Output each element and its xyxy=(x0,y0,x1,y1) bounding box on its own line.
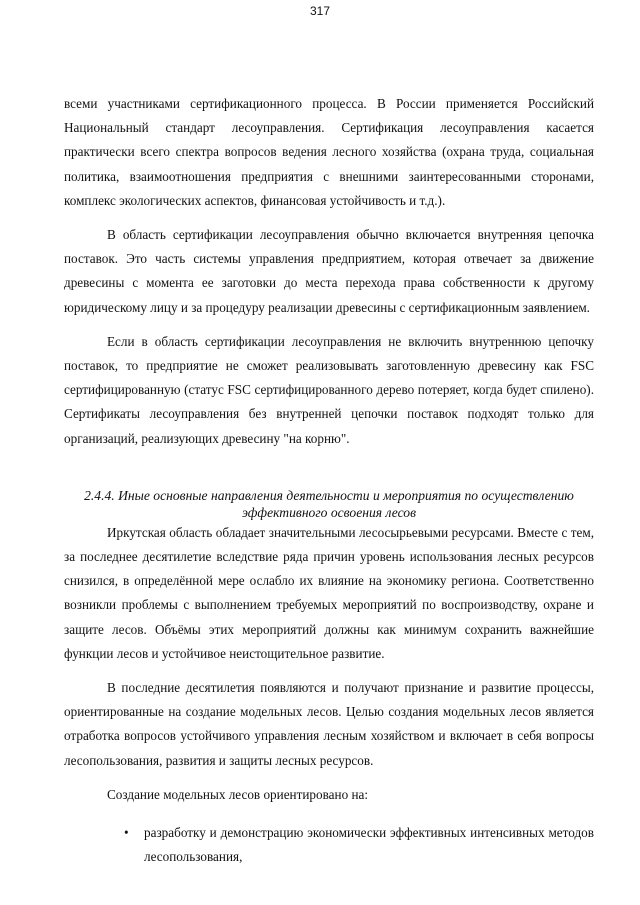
bullet-list xyxy=(64,821,594,869)
section-heading-line-2: эффективного освоения лесов xyxy=(241,504,417,520)
list-item xyxy=(64,821,594,869)
paragraph-supply-chain: В область сертификации лесоуправления обычно включается внутренняя цепочка поставок. Это часть системы управления предприятием, которая отвечает за движение древесины с момента ее заготовки до места перехода права собственности к другому юридическому лицу и за процедуру реализации древесины с сертификационным заявлением. xyxy=(64,227,594,315)
paragraph-fsc-status: Если в область сертификации лесоуправления не включить внутреннюю цепочку поставок, то предприятие не сможет реализовывать заготовленную древесину как FSC сертифицированную (статус FSC сертифицированного дерево потеряет, когда будет спилено). Сертификаты лесоуправления без внутренней цепочки поставок подходят только для организаций, реализующих древесину "на корню". xyxy=(64,333,594,446)
section-heading-line-1: 2.4.4. Иные основные направления деятельности и мероприятия по осуществлению xyxy=(84,487,574,503)
paragraph-continuation: всеми участниками сертификационного процесса. В России применяется Российский Национальный стандарт лесоуправления. Сертификация лесоуправления касается практически всего спектра вопросов ведения лесного хозяйства (охрана труда, социальная политика, взаимоотношения предприятия с внешними заинтересованными сторонами, комплекс экологических аспектов, финансовая устойчивость и т.д.). xyxy=(64,96,594,208)
paragraph-irkutsk-resources: Иркутская область обладает значительными лесосырьевыми ресурсами. Вместе с тем, за последнее десятилетие вследствие ряда причин уровень использования лесных ресурсов снизился, в определённой мере ослабло их влияние на экономику региона. Соответственно возникли проблемы с выполнением требуемых мероприятий по воспроизводству, охране и защите лесов. Объёмы этих мероприятий должны как минимум сохранить важнейшие функции лесов и устойчивое неистощительное развитие. xyxy=(64,524,594,661)
bullet-icon: • xyxy=(124,825,129,841)
document-body xyxy=(64,92,594,869)
paragraph-list-intro: Создание модельных лесов ориентировано на: xyxy=(107,786,369,802)
section-heading xyxy=(64,487,594,521)
page-number: 317 xyxy=(309,4,331,18)
list-item-text: разработку и демонстрацию экономически эффективных интенсивных методов лесопользования, xyxy=(144,825,594,865)
paragraph-model-forests: В последние десятилетия появляются и получают признание и развитие процессы, ориентированные на создание модельных лесов. Целью создания модельных лесов является отработка вопросов устойчивого управления лесным хозяйством и включает в себя вопросы лесопользования, развития и защиты лесных ресурсов. xyxy=(64,680,594,768)
